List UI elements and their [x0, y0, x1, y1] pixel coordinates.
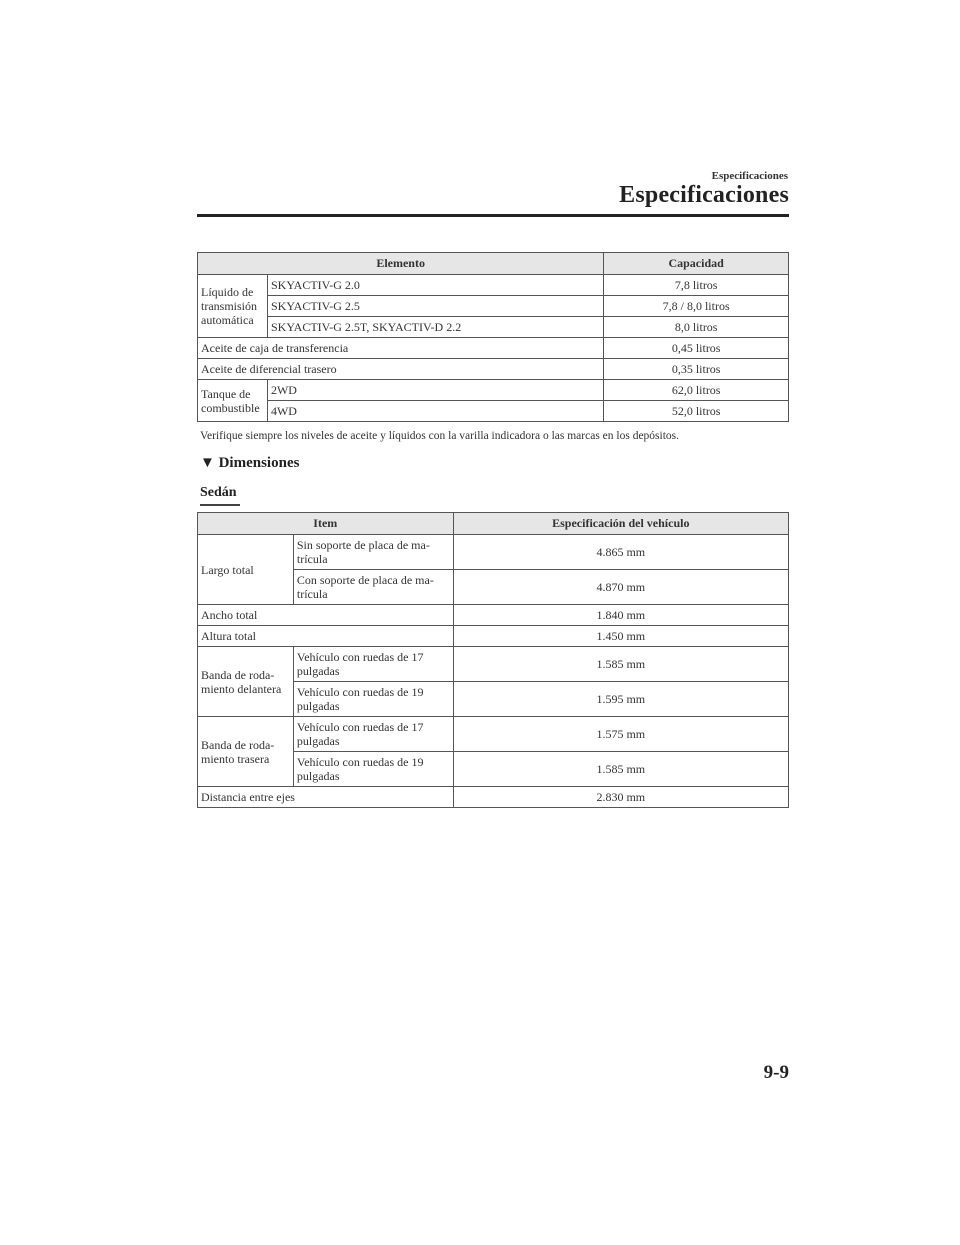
header-element: Elemento	[198, 253, 604, 275]
length-item: Con soporte de placa de ma-trícula	[293, 570, 453, 605]
table-row	[198, 317, 789, 338]
dimensions-heading: ▼ Dimensiones	[200, 455, 300, 471]
header-capacity: Capacidad	[604, 253, 789, 275]
atf-value: 7,8 litros	[604, 275, 789, 296]
table-row	[198, 535, 789, 570]
front-tread-group-label: Banda de roda-miento delantera	[198, 647, 294, 717]
length-group-label: Largo total	[198, 535, 294, 605]
sedan-subheading: Sedán	[200, 485, 237, 500]
table-row	[198, 787, 789, 808]
front-tread-value: 1.595 mm	[453, 682, 788, 717]
section-header-small: Especificaciones	[711, 170, 788, 182]
sedan-underline	[200, 504, 240, 506]
tank-item: 4WD	[267, 401, 603, 422]
table-row	[198, 380, 789, 401]
tank-item: 2WD	[267, 380, 603, 401]
rear-tread-item: Vehículo con ruedas de 17 pulgadas	[293, 717, 453, 752]
length-value: 4.870 mm	[453, 570, 788, 605]
front-tread-item: Vehículo con ruedas de 19 pulgadas	[293, 682, 453, 717]
tank-value: 62,0 litros	[604, 380, 789, 401]
front-tread-item: Vehículo con ruedas de 17 pulgadas	[293, 647, 453, 682]
table-row	[198, 717, 789, 752]
length-item: Sin soporte de placa de ma-trícula	[293, 535, 453, 570]
table-row	[198, 626, 789, 647]
wheelbase-value: 2.830 mm	[453, 787, 788, 808]
rear-tread-group-label: Banda de roda-miento trasera	[198, 717, 294, 787]
table-row	[198, 338, 789, 359]
atf-group-label: Líquido de transmisión automática	[198, 275, 268, 338]
atf-item: SKYACTIV-G 2.5	[267, 296, 603, 317]
header-item: Item	[198, 513, 454, 535]
height-value: 1.450 mm	[453, 626, 788, 647]
capacity-table	[197, 252, 789, 422]
width-value: 1.840 mm	[453, 605, 788, 626]
table-row	[198, 647, 789, 682]
tank-group-label: Tanque de combustible	[198, 380, 268, 422]
capacity-note: Verifique siempre los niveles de aceite y líquidos con la varilla indicadora o las marcas en los depósitos.	[200, 430, 680, 442]
dimensions-table	[197, 512, 789, 808]
capacity-table-header	[198, 253, 789, 275]
header-divider	[197, 214, 789, 217]
table-row	[198, 401, 789, 422]
table-row	[198, 296, 789, 317]
dimensions-table-header	[198, 513, 789, 535]
rear-diff-value: 0,35 litros	[604, 359, 789, 380]
height-item: Altura total	[198, 626, 454, 647]
rear-tread-value: 1.575 mm	[453, 717, 788, 752]
width-item: Ancho total	[198, 605, 454, 626]
rear-tread-item: Vehículo con ruedas de 19 pulgadas	[293, 752, 453, 787]
table-row	[198, 275, 789, 296]
rear-tread-value: 1.585 mm	[453, 752, 788, 787]
front-tread-value: 1.585 mm	[453, 647, 788, 682]
atf-value: 8,0 litros	[604, 317, 789, 338]
length-value: 4.865 mm	[453, 535, 788, 570]
table-row	[198, 359, 789, 380]
atf-value: 7,8 / 8,0 litros	[604, 296, 789, 317]
atf-item: SKYACTIV-G 2.5T, SKYACTIV-D 2.2	[267, 317, 603, 338]
header-spec: Especificación del vehículo	[453, 513, 788, 535]
rear-diff-item: Aceite de diferencial trasero	[198, 359, 604, 380]
section-header-title: Especificaciones	[619, 182, 789, 208]
tank-value: 52,0 litros	[604, 401, 789, 422]
transfer-item: Aceite de caja de transferencia	[198, 338, 604, 359]
table-row	[198, 605, 789, 626]
atf-item: SKYACTIV-G 2.0	[267, 275, 603, 296]
wheelbase-item: Distancia entre ejes	[198, 787, 454, 808]
page-number: 9-9	[763, 1062, 789, 1083]
transfer-value: 0,45 litros	[604, 338, 789, 359]
